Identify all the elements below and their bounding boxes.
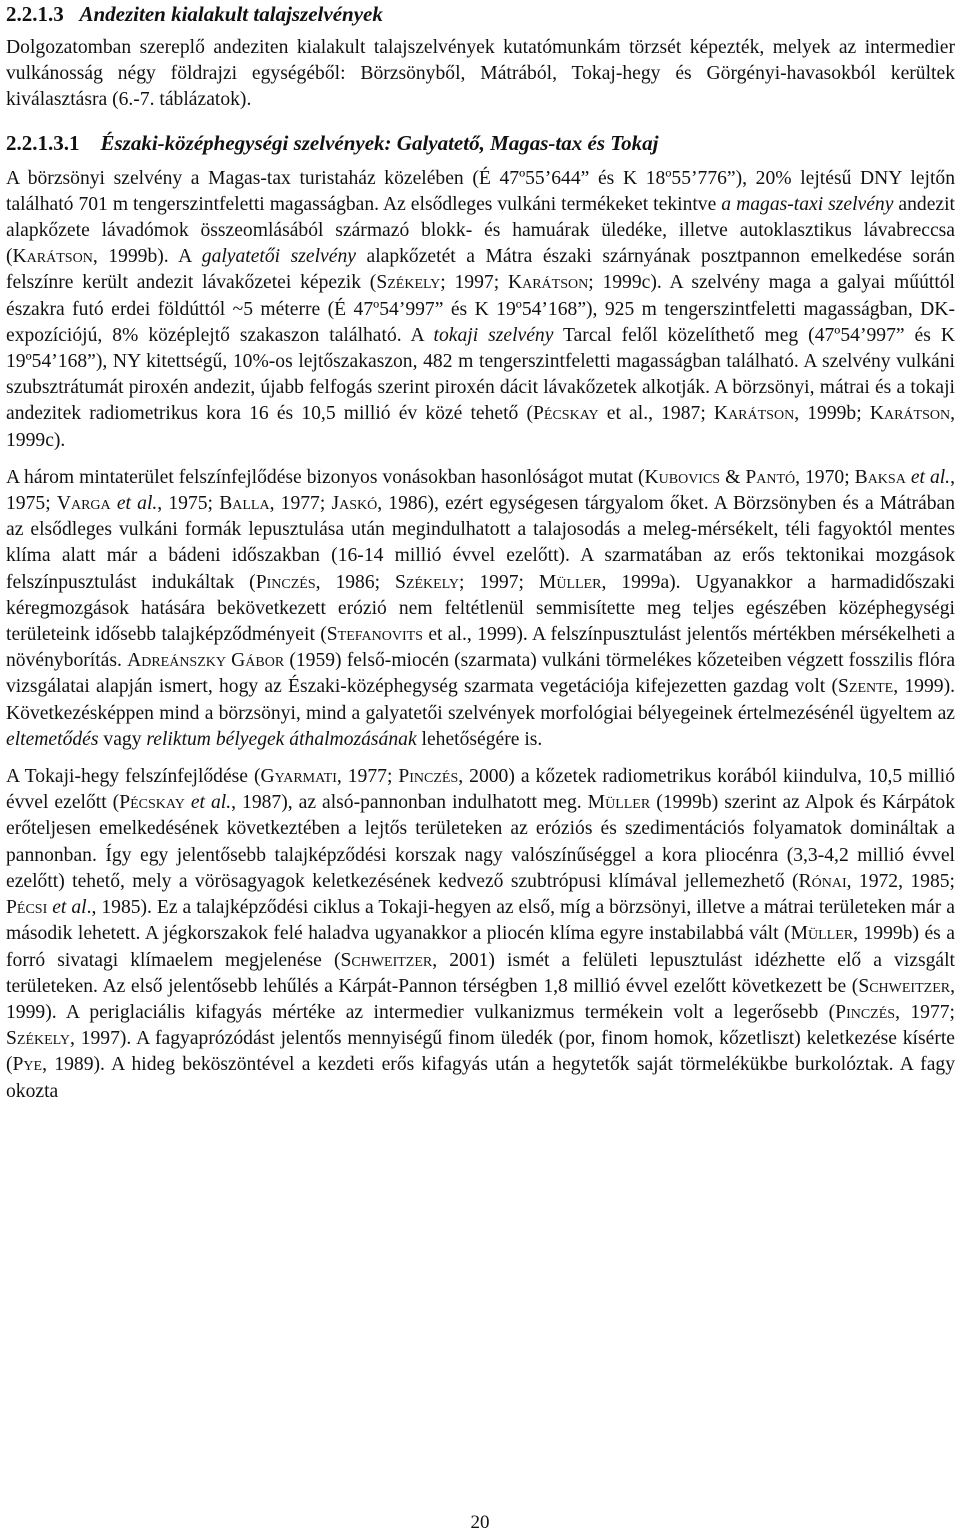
- text-run: , 2001) ismét a felületi lepusztulást idézhette elő a vizsgált területeken. Az első jelentősebb lehűlés a Kárpát-Pannon térségben 1,8 millió évvel ezelőtt következett be (: [6, 949, 955, 997]
- text-run: Müller: [587, 792, 651, 814]
- text-run: a magas-taxi szelvény: [721, 193, 894, 215]
- text-run: , 1999). Következésképpen mind a börzsönyi, mind a galyatetői szelvények morfológiai bélyegeinek értelmezésénél ügyeltem az: [6, 676, 955, 724]
- subsection-number: 2.2.1.3.1: [6, 130, 80, 155]
- text-run: Székely: [395, 571, 459, 593]
- text-run: et al.: [116, 493, 158, 515]
- text-run: ., 1985). Ez a talajképződési ciklus a Tokaji-hegyen az első, míg a börzsönyi, illetve a mátrai területeken már a második lehetett. A jégkorszakok felé haladva ugyanakkor a pliocén klíma egyre instabilabbá vált (: [6, 897, 955, 945]
- text-run: et al: [52, 897, 87, 919]
- text-run: Szente: [838, 676, 894, 698]
- document-page: [6, 0, 955, 1105]
- text-run: , 1999a). Ugyanakkor a harmadidőszaki kéregmozgások hatására bekövetkezett erózió nem feltétlenül semmisítette meg teljes egészében középhegységi területeink idősebb talajképződményeit (: [6, 571, 955, 646]
- subsection-title: Északi-középhegységi szelvények: Galyatető, Magas-tax és Tokaj: [100, 130, 659, 155]
- text-run: Karátson: [12, 246, 93, 268]
- text-run: , 1970;: [795, 466, 855, 488]
- text-run: , 1977;: [269, 493, 332, 515]
- text-run: Adreánszky Gábor: [127, 650, 285, 672]
- text-run: A Tokaji-hegy felszínfejlődése (: [6, 766, 261, 788]
- text-run: &: [720, 466, 746, 488]
- text-run: Karátson: [713, 403, 795, 425]
- text-run: , 1986), ezért egységesen tárgyalom őket. A Börzsönyben és a Mátrában az elsődleges vulkáni formák lepusztulása után megindulhatott a talajosodás a meleg-mérsékelt, téli fagyoktól mentes klíma alatt már a bádeni időszakban (16-14 millió évvel ezelőtt). A szarmatában az erős tektonikai mozgások felszínpusztulást indukáltak (: [6, 493, 956, 593]
- text-run: Pécskay: [119, 792, 185, 814]
- text-run: tokaji szelvény: [433, 324, 554, 346]
- text-run: , 1972, 1985;: [846, 870, 955, 892]
- subsection-heading: [6, 130, 955, 156]
- text-run: galyatetői szelvény: [201, 246, 356, 268]
- section-number: 2.2.1.3: [6, 2, 64, 26]
- text-run: vagy: [98, 728, 147, 750]
- text-run: Pye: [12, 1054, 43, 1076]
- text-run: lehetőségére is.: [416, 728, 543, 750]
- text-run: , 1987), az alsó-pannonban indulhatott meg.: [231, 792, 588, 814]
- page-number: 20: [470, 1512, 490, 1533]
- text-run: ; 1997;: [440, 272, 508, 294]
- text-run: ; 1999c). A szelvény maga a galyai műúttól északra futó erdei földúttól ~5 méterre (É 47º54’997” és K 19º54’168”), 925 m tengerszintfeletti magasságban, DK-expozíciójú, 8% középlejtő szakaszon található. A: [6, 272, 956, 346]
- text-run: , 1986;: [315, 571, 396, 593]
- text-run: , 1999c).: [6, 403, 955, 451]
- text-run: , 1989). A hideg beköszöntével a kezdeti erős kifagyás után a hegytetők saját törmelékükbe burkolóztak. A fagy okozta: [6, 1054, 955, 1102]
- text-run: A börzsönyi szelvény a Magas-tax turistaház közelében (É 47º55’644” és K 18º55’776”), 20% lejtésű DNY lejtőn található 701 m tengerszintfeletti magasságban. Az elsődleges vulkáni termékeket tekintve: [6, 167, 955, 215]
- body-paragraph-2: [6, 465, 955, 753]
- section-title: Andeziten kialakult talajszelvények: [79, 2, 383, 26]
- text-run: Varga: [56, 493, 111, 515]
- text-run: , 1977;: [895, 1001, 955, 1023]
- text-run: Pécsi: [6, 897, 48, 919]
- text-run: et al.: [190, 792, 232, 814]
- text-run: Schweitzer: [340, 949, 433, 971]
- text-run: andezit alapkőzete lávadómok összeomlásából származó blokk- és hamuárak üledéke, illetve autoklasztikus lávabreccsa (: [6, 193, 955, 268]
- text-run: Müller: [538, 571, 602, 593]
- text-run: et al., 1987;: [598, 403, 714, 425]
- text-run: Karátson: [507, 272, 589, 294]
- text-run: Székely: [6, 1028, 70, 1050]
- text-run: , 1999b) és a forró sivatagi klímaelem megjelenése (: [6, 923, 955, 971]
- text-run: Baksa: [854, 466, 906, 488]
- text-run: A három mintaterület felszínfejlődése bizonyos vonásokban hasonlóságot mutat (: [6, 466, 645, 488]
- text-run: , 1999b;: [794, 403, 870, 425]
- text-run: (1959) felső-miocén (szarmata) vulkáni törmelékes kőzeteiben végzett fosszilis flóra vizsgálatai alapján ismert, hogy az Északi-középhegység szarmata vegetációja kifejezetten gazdag volt (: [6, 650, 956, 698]
- body-paragraph-1: [6, 166, 955, 454]
- text-run: Tarcal felől közelíthető meg (47º54’997” és K 19º54’168”), NY kitettségű, 10%-os lejtőszakaszon, 482 m tengerszintfeletti magasságban található. A szelvény vulkáni szubsztrátumát piroxén andezit, újabb felfogás szerint piroxén dácit lávakőzetek alkotják. A börzsönyi, mátrai és a tokaji andezitek radiometrikus kora 16 és 10,5 millió év közé tehető (: [6, 324, 955, 425]
- text-run: , 1997). A fagyaprózódást jelentős mennyiségű finom üledék (por, finom homok, kőzetliszt) keletkezése kísérte (: [6, 1028, 955, 1076]
- text-run: alapkőzetét a Mátra északi szárnyának posztpannon emelkedése során felszínre került andezit lávakőzetei képezik (: [6, 246, 955, 294]
- text-run: Balla: [219, 493, 270, 515]
- text-run: , 2000) a kőzetek radiometrikus korából kiindulva, 10,5 millió évvel ezelőtt (: [6, 766, 955, 814]
- text-run: Pinczés: [398, 766, 459, 788]
- text-run: Müller: [790, 923, 854, 945]
- text-run: , 1975;: [6, 466, 955, 515]
- text-run: , 1999b). A: [92, 246, 202, 268]
- text-run: Kubovics: [644, 466, 721, 488]
- text-run: Pinczés: [255, 571, 316, 593]
- text-run: Székely: [376, 272, 441, 294]
- body-paragraph-3: [6, 764, 955, 1105]
- text-run: Pinczés: [835, 1001, 896, 1023]
- text-run: , 1999). A periglaciális kifagyás mértéke az intermedier vulkanizmus termékein volt a legerősebb (: [6, 975, 955, 1023]
- text-run: Gyarmati: [260, 766, 337, 788]
- text-run: , 1977;: [336, 766, 399, 788]
- text-run: Pantó: [745, 466, 796, 488]
- text-run: Pécskay: [533, 403, 599, 425]
- text-run: (1999b) szerint az Alpok és Kárpátok erőteljesen emelkedésének következtében a lejtős területeken az eróziós és szedimentációs folyamatok domináltak a pannonban. Így egy jelentősebb talajképződési korszak nagy valószínűséggel a kora pliocénra (3,3-4,2 millió évvel ezelőtt) tehető, mely a vörösagyagok keletkezésének kedvező szubtrópusi klímával jellemezhető (: [6, 792, 955, 892]
- text-run: Rónai: [798, 870, 847, 892]
- text-run: ; 1997;: [458, 571, 539, 593]
- text-run: Karátson: [869, 403, 951, 425]
- text-run: , 1975;: [157, 493, 220, 515]
- text-run: Stefanovits: [326, 624, 423, 646]
- text-run: et al.: [910, 466, 951, 488]
- text-run: et al., 1999). A felszínpusztulást jelentős mértékben mérsékelheti a növényborítás.: [6, 624, 955, 672]
- text-run: Schweitzer: [858, 975, 951, 997]
- text-run: reliktum bélyegek áthalmozásának: [146, 728, 417, 750]
- text-run: Jaskó: [331, 493, 378, 515]
- section-heading: [6, 0, 955, 27]
- intro-paragraph: Dolgozatomban szereplő andeziten kialakult talajszelvények kutatómunkám törzsét képezték, melyek az intermedier vulkánosság négy földrajzi egységéből: Börzsönyből, Mátrából, Tokaj-hegy és Görgényi-havasokból kerültek kiválasztásra (6.-7. táblázatok).: [6, 37, 955, 111]
- text-run: eltemetődés: [6, 728, 99, 750]
